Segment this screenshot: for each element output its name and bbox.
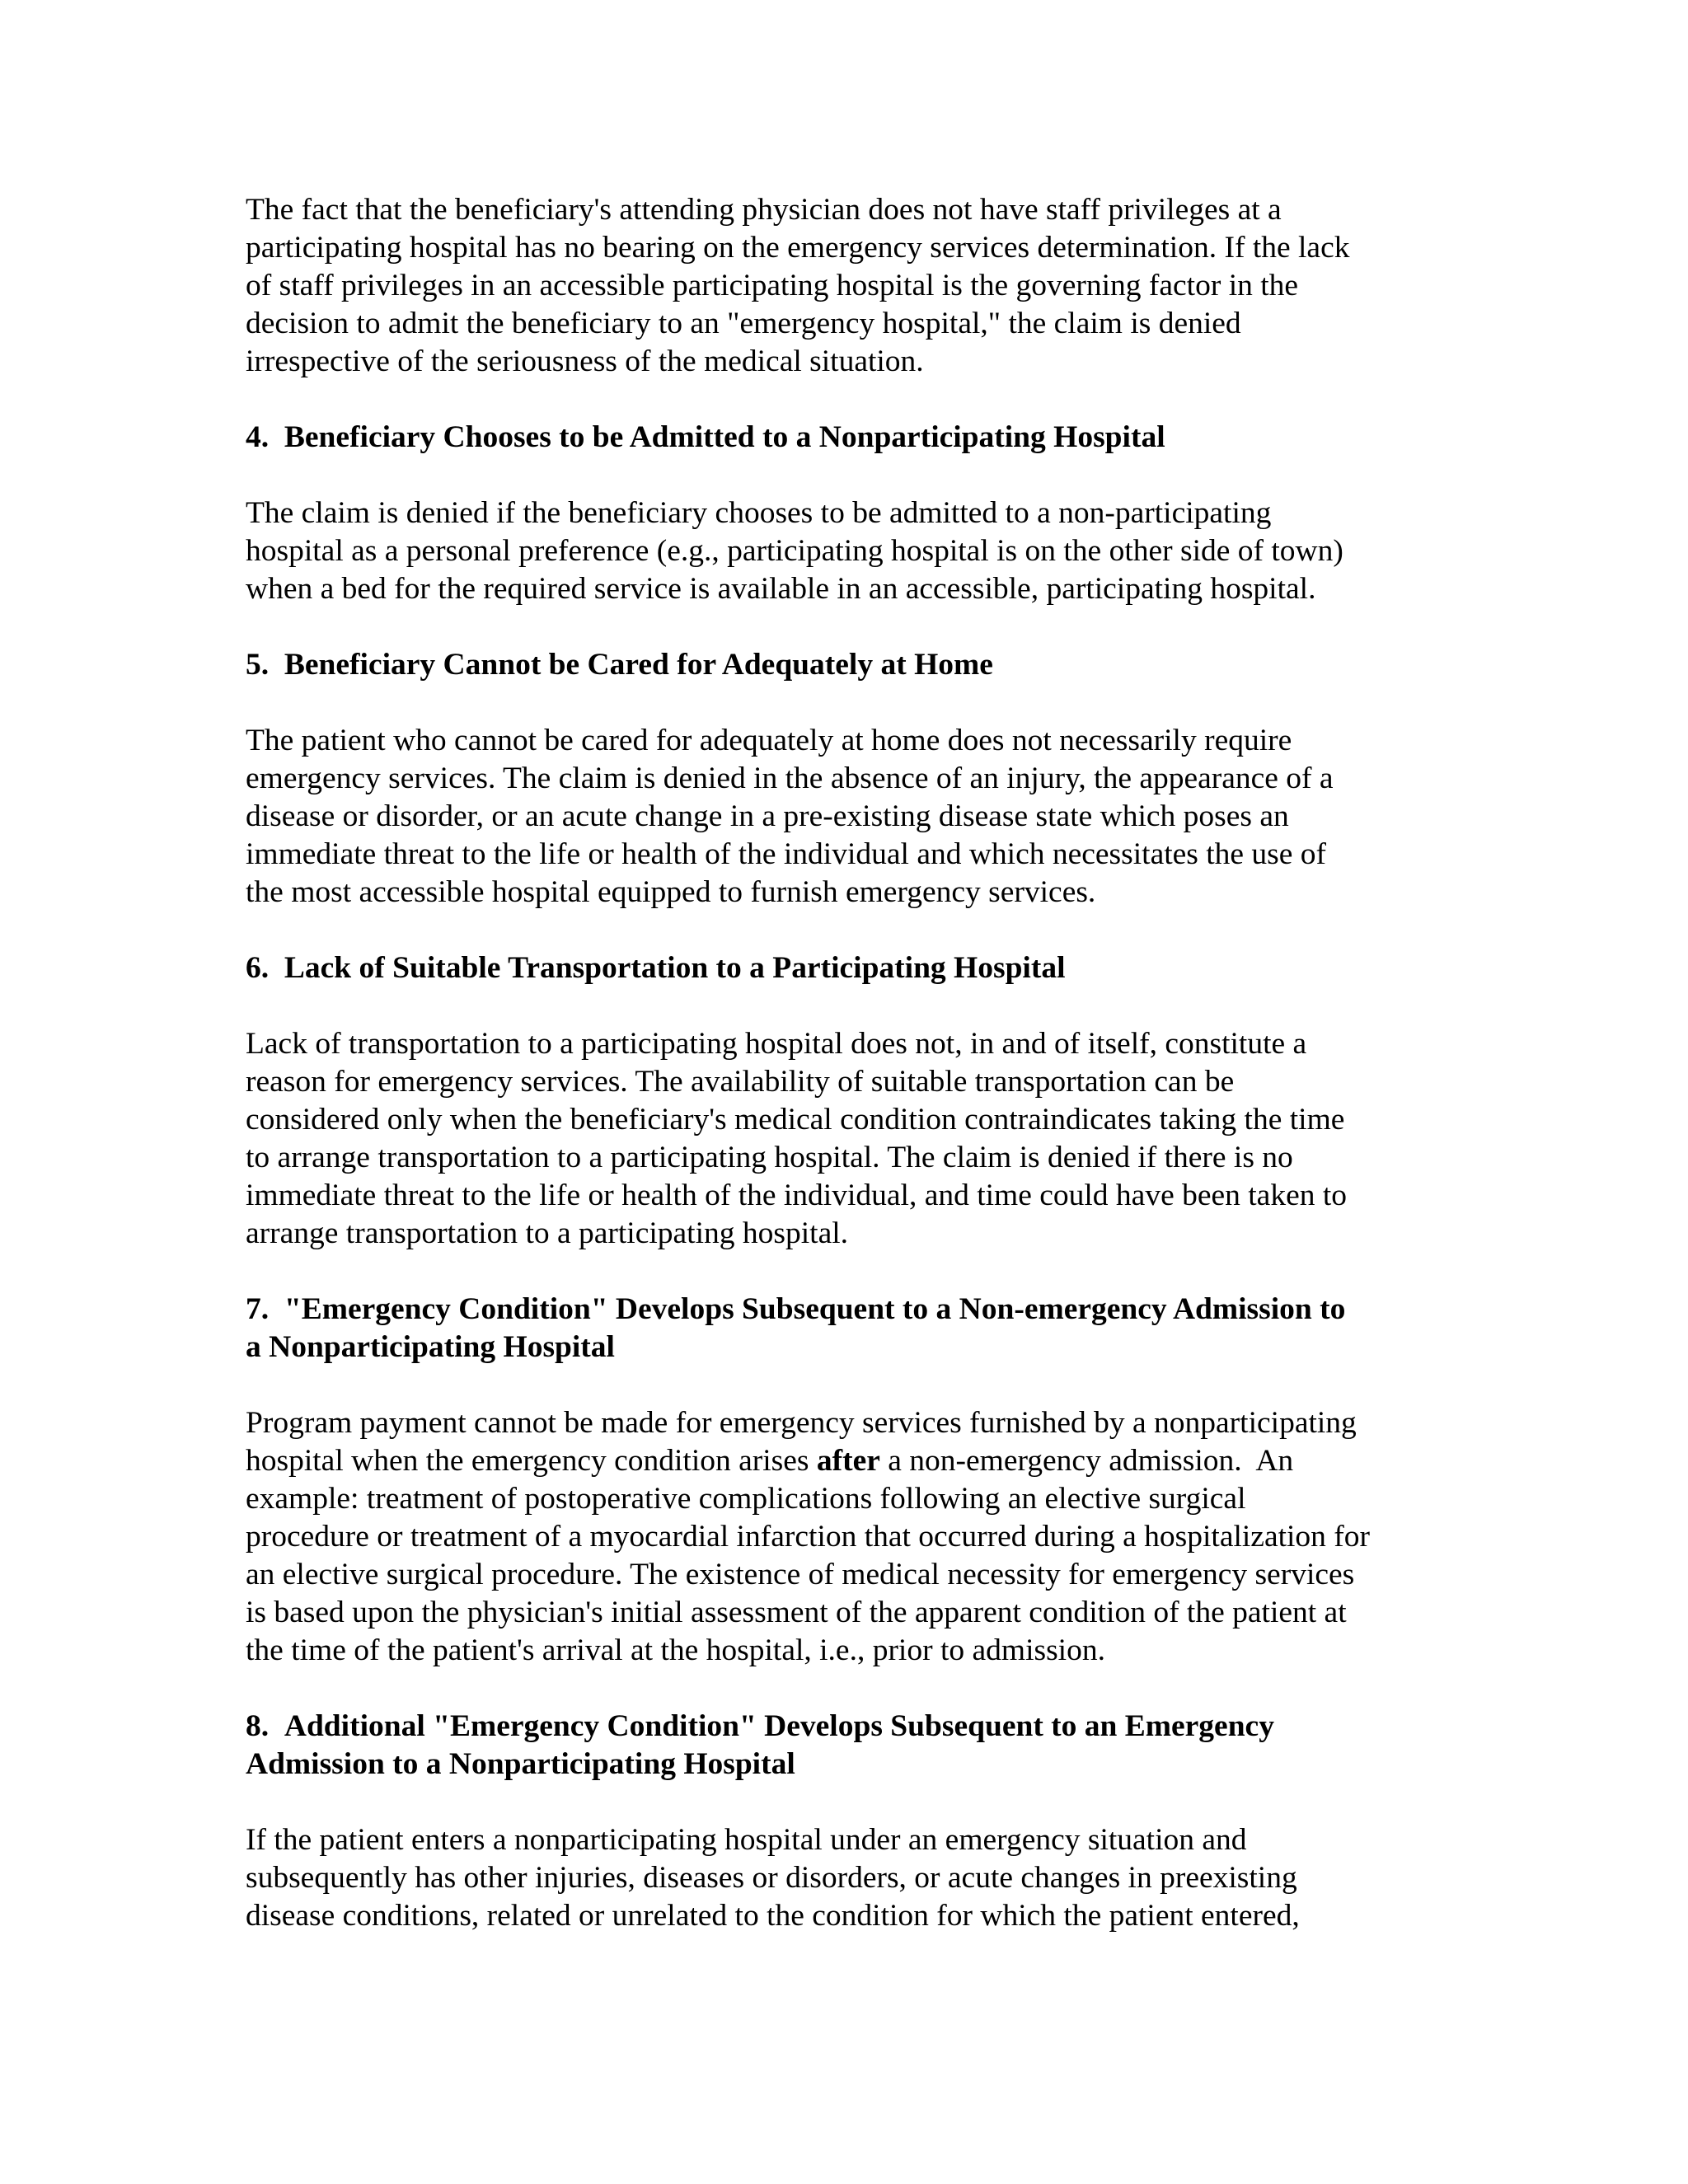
- text-line: an elective surgical procedure. The existence of medical necessity for emergency services: [246, 1558, 1355, 1591]
- paragraph-section-6: [246, 1025, 1457, 1253]
- text-line: Program payment cannot be made for emergency services furnished by a nonparticipating: [246, 1406, 1357, 1440]
- heading-line: [246, 1708, 1457, 1746]
- section-number: 7.: [246, 1292, 270, 1326]
- text-line: [246, 1442, 1457, 1480]
- paragraph-section-7: [246, 1404, 1457, 1670]
- emphasis-after: after: [816, 1444, 880, 1478]
- text-line: the most accessible hospital equipped to furnish emergency services.: [246, 875, 1096, 909]
- text-line: immediate threat to the life or health of the individual and which necessitates the use of: [246, 837, 1327, 871]
- text-line: is based upon the physician's initial assessment of the apparent condition of the patient at: [246, 1596, 1347, 1629]
- heading-text: "Emergency Condition" Develops Subsequent to a Non-emergency Admission to: [284, 1292, 1346, 1326]
- section-heading-5: [246, 646, 1457, 684]
- section-heading-8: [246, 1708, 1457, 1783]
- section-number: 5.: [246, 648, 270, 682]
- text-line: reason for emergency services. The availability of suitable transportation can be: [246, 1065, 1235, 1099]
- text-line: hospital as a personal preference (e.g., participating hospital is on the other side of town): [246, 534, 1343, 568]
- section-number: 4.: [246, 420, 270, 454]
- heading-line: [246, 1291, 1457, 1329]
- text-line: procedure or treatment of a myocardial infarction that occurred during a hospitalization for: [246, 1520, 1371, 1554]
- text-line: the time of the patient's arrival at the hospital, i.e., prior to admission.: [246, 1633, 1105, 1667]
- paragraph-section-8: [246, 1821, 1457, 1935]
- text-line: disease or disorder, or an acute change in a pre-existing disease state which poses an: [246, 799, 1289, 833]
- paragraph-staff-privileges: [246, 191, 1457, 381]
- heading-line: Admission to a Nonparticipating Hospital: [246, 1747, 795, 1781]
- section-number: 6.: [246, 951, 270, 985]
- section-heading-4: [246, 419, 1457, 457]
- section-heading-7: [246, 1291, 1457, 1366]
- paragraph-section-5: [246, 722, 1457, 912]
- text-line: subsequently has other injuries, diseases or disorders, or acute changes in preexisting: [246, 1861, 1297, 1895]
- heading-line: [246, 419, 1457, 457]
- section-heading-6: [246, 949, 1457, 987]
- text-line: considered only when the beneficiary's medical condition contraindicates taking the time: [246, 1103, 1345, 1137]
- text-run: hospital when the emergency condition arises: [246, 1444, 817, 1478]
- text-line: immediate threat to the life or health of the individual, and time could have been taken to: [246, 1179, 1348, 1212]
- text-line: to arrange transportation to a participating hospital. The claim is denied if there is no: [246, 1141, 1293, 1174]
- heading-text: Additional "Emergency Condition" Develops Subsequent to an Emergency: [284, 1709, 1274, 1743]
- text-line: The patient who cannot be cared for adequately at home does not necessarily require: [246, 724, 1292, 757]
- text-line: The fact that the beneficiary's attending physician does not have staff privileges at a: [246, 193, 1282, 227]
- text-line: irrespective of the seriousness of the medical situation.: [246, 344, 924, 378]
- text-line: Lack of transportation to a participating hospital does not, in and of itself, constitute a: [246, 1027, 1307, 1061]
- heading-line: [246, 646, 1457, 684]
- heading-line: [246, 949, 1457, 987]
- text-line: example: treatment of postoperative complications following an elective surgical: [246, 1482, 1246, 1516]
- text-line: emergency services. The claim is denied in the absence of an injury, the appearance of a: [246, 762, 1334, 795]
- text-line: of staff privileges in an accessible participating hospital is the governing factor in the: [246, 269, 1299, 302]
- text-line: participating hospital has no bearing on the emergency services determination. If the lack: [246, 231, 1350, 265]
- document-page: [246, 191, 1457, 1973]
- section-number: 8.: [246, 1709, 270, 1743]
- heading-text: Beneficiary Cannot be Cared for Adequately at Home: [284, 648, 993, 682]
- heading-line: a Nonparticipating Hospital: [246, 1330, 615, 1364]
- heading-text: Beneficiary Chooses to be Admitted to a Nonparticipating Hospital: [284, 420, 1165, 454]
- text-line: If the patient enters a nonparticipating hospital under an emergency situation and: [246, 1823, 1247, 1857]
- paragraph-section-4: [246, 494, 1457, 608]
- text-line: disease conditions, related or unrelated to the condition for which the patient entered,: [246, 1899, 1300, 1933]
- text-line: arrange transportation to a participating hospital.: [246, 1216, 849, 1250]
- text-run: a non-emergency admission. An: [879, 1444, 1294, 1478]
- text-line: decision to admit the beneficiary to an "emergency hospital," the claim is denied: [246, 307, 1241, 340]
- text-line: when a bed for the required service is available in an accessible, participating hospital.: [246, 572, 1316, 606]
- heading-text: Lack of Suitable Transportation to a Participating Hospital: [284, 951, 1066, 985]
- text-line: The claim is denied if the beneficiary chooses to be admitted to a non-participating: [246, 496, 1272, 530]
